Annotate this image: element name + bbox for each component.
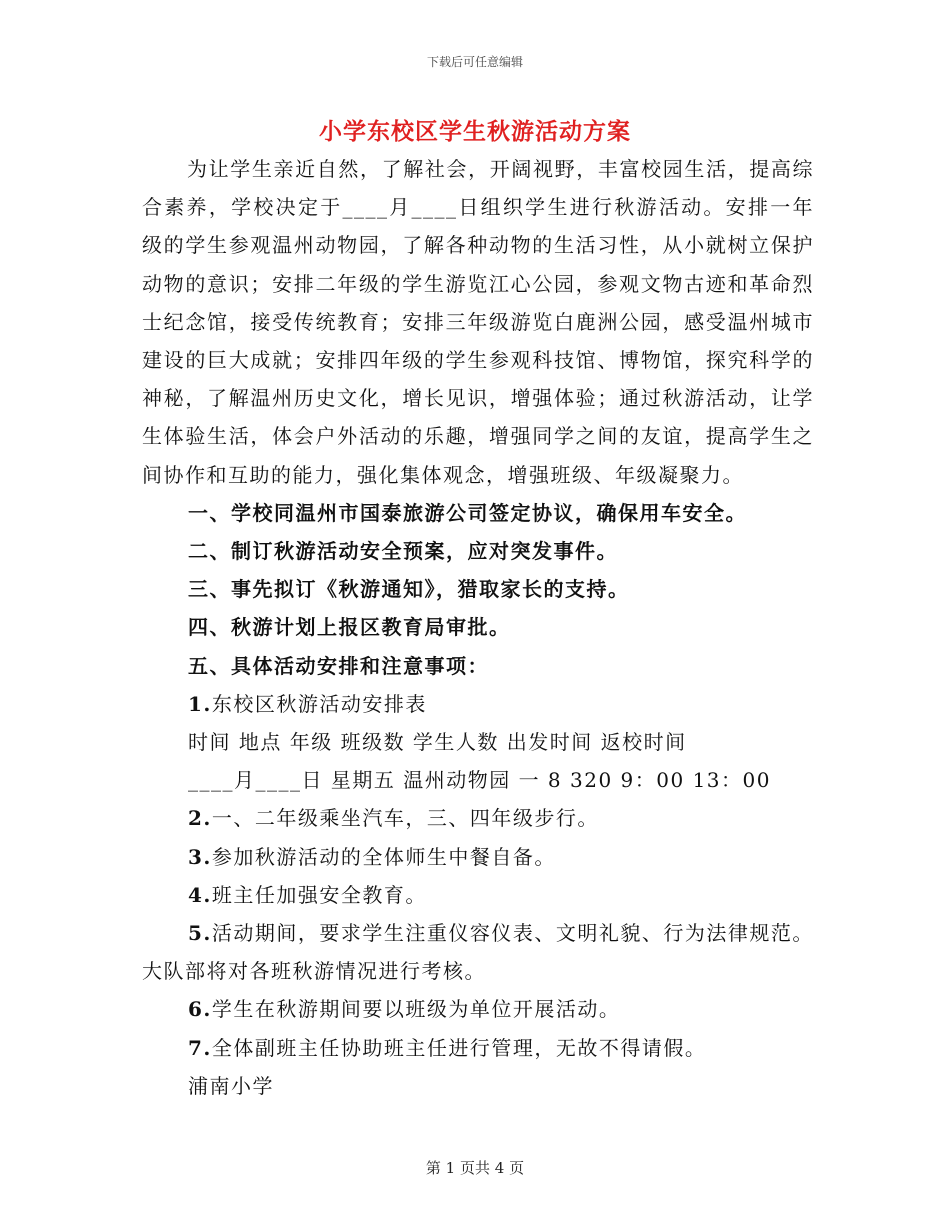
list-item-text: 东校区秋游活动安排表 [211,691,427,716]
list-item-number: 7. [188,1035,212,1060]
list-item-5 [142,914,814,990]
list-item-2 [142,799,814,837]
section-2: 二、制订秋游活动安全预案，应对突发事件。 [188,539,618,564]
page-footer: 第 1 页共 4 页 [425,1159,525,1177]
document-body [142,150,814,1105]
section-5: 五、具体活动安排和注意事项： [188,653,489,678]
schedule-table-header: 时间 地点 年级 班级数 学生人数 出发时间 返校时间 [188,730,687,755]
list-item-number: 6. [188,997,212,1022]
page-header-note: 下载后可任意编辑 [426,55,523,69]
list-item-number: 1. [188,691,212,716]
list-item-7 [142,1029,814,1067]
list-item-3 [142,838,814,876]
list-item-4 [142,876,814,914]
signature: 浦南小学 [188,1073,274,1098]
list-item-number: 3. [188,844,212,869]
section-4: 四、秋游计划上报区教育局审批。 [188,615,511,640]
list-item-number: 4. [188,882,212,907]
list-item-number: 2. [188,806,212,831]
list-item-number: 5. [188,921,212,946]
intro-paragraph: 为让学生亲近自然，了解社会，开阔视野，丰富校园生活，提高综合素养，学校决定于____月____日组织学生进行秋游活动。安排一年级的学生参观温州动物园，了解各种动物的生活习性，从小就树立保护动物的意识；安排二年级的学生游览江心公园，参观文物古迹和革命烈士纪念馆，接受传统教育；安排三年级游览白鹿洲公园，感受温州城市建设的巨大成就；安排四年级的学生参观科技馆、博物馆，探究科学的神秘，了解温州历史文化，增长见识，增强体验；通过秋游活动，让学生体验生活，体会户外活动的乐趣，增强同学之间的友谊，提高学生之间协作和互助的能力，强化集体观念，增强班级、年级凝聚力。 [142,157,814,487]
section-1: 一、学校同温州市国泰旅游公司签定协议，确保用车安全。 [188,500,747,525]
list-item-text: 一、二年级乘坐汽车，三、四年级步行。 [211,806,599,831]
list-item-6 [142,990,814,1028]
list-item-text: 活动期间，要求学生注重仪容仪表、文明礼貌、行为法律规范。大队部将对各班秋游情况进行考核。 [142,921,814,984]
list-item-text: 学生在秋游期间要以班级为单位开展活动。 [211,997,621,1022]
section-3: 三、事先拟订《秋游通知》，猎取家长的支持。 [188,577,630,602]
list-item-text: 全体副班主任协助班主任进行管理，无故不得请假。 [211,1035,707,1060]
schedule-table-row: ____月____日 星期五 温州动物园 一 8 320 9：00 13：00 [188,768,771,793]
document-title: 小学东校区学生秋游活动方案 [319,118,631,145]
list-item-text: 参加秋游活动的全体师生中餐自备。 [211,844,556,869]
list-item-text: 班主任加强安全教育。 [211,882,427,907]
list-item-1 [142,685,814,723]
